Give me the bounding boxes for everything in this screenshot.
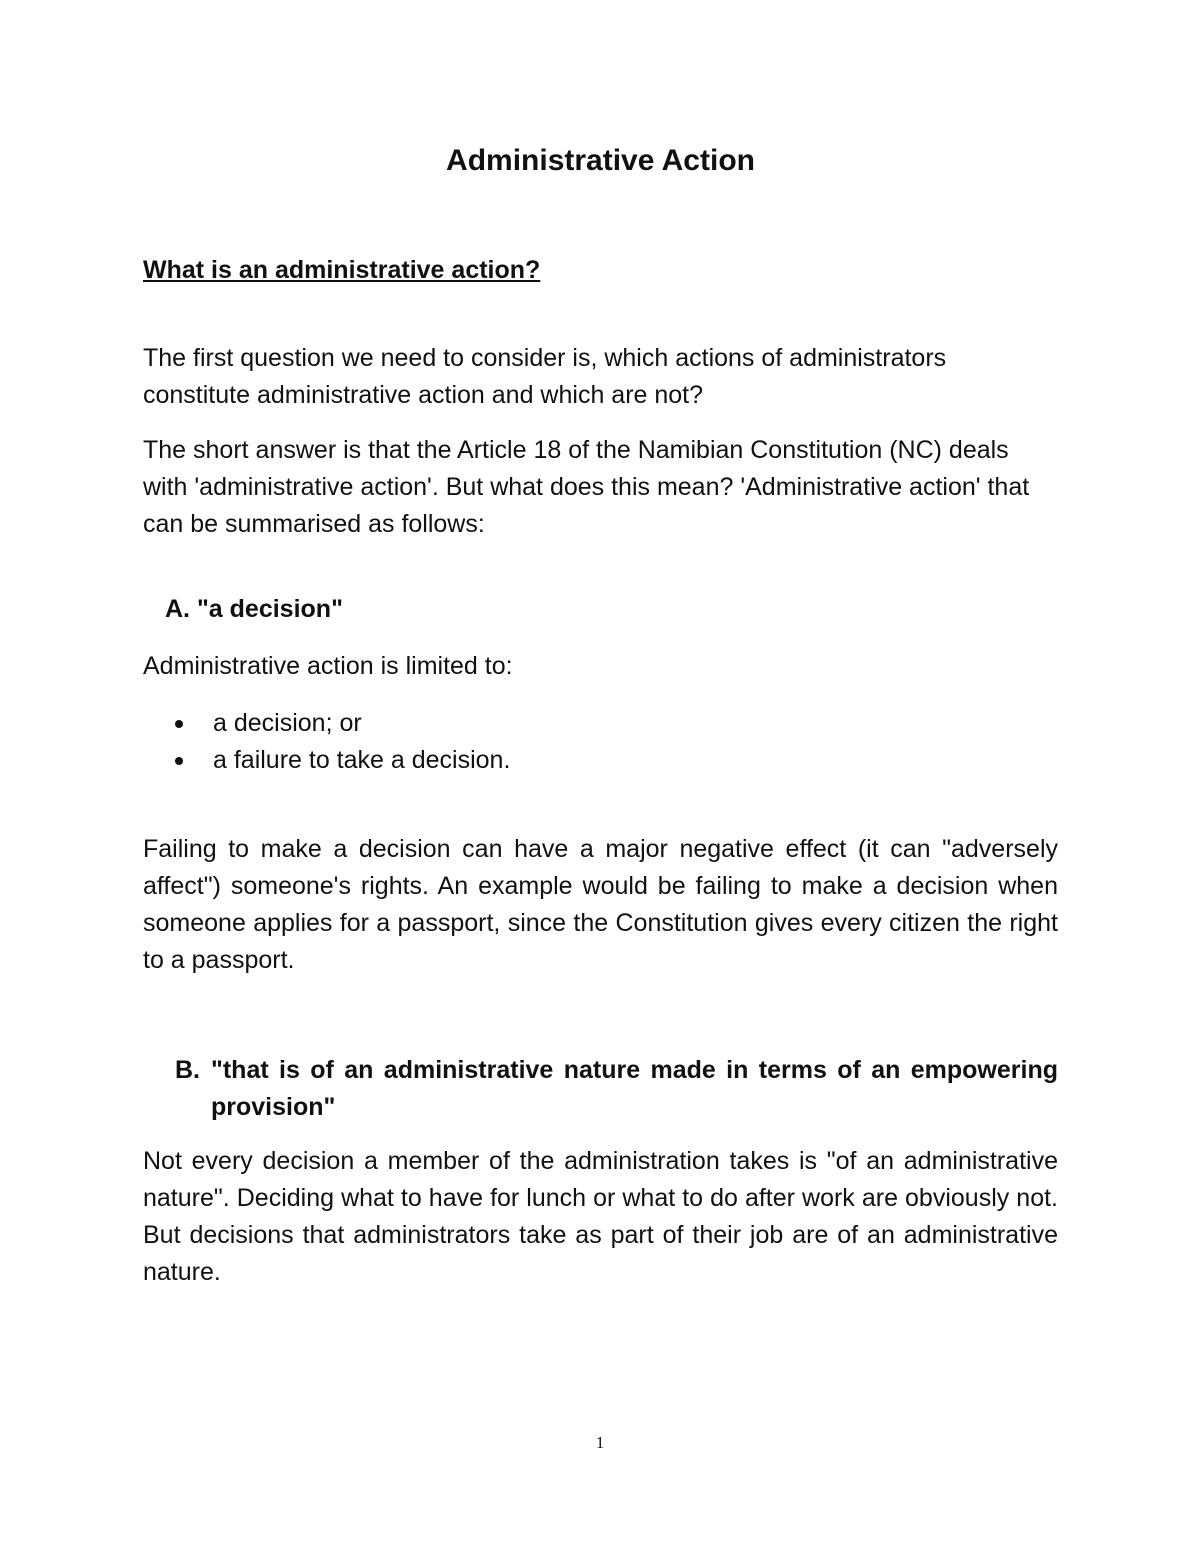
intro-paragraph-1: The first question we need to consider is, which actions of administrators constitute administrative action and which are not? xyxy=(143,344,947,409)
section-b-heading-text: "that is of an administrative nature made in terms of an empowering provision" xyxy=(211,1056,1058,1121)
bullet-icon xyxy=(175,720,183,728)
section-a-lead: Administrative action is limited to: xyxy=(143,652,513,680)
list-item xyxy=(143,705,1058,742)
list-item-text: a failure to take a decision. xyxy=(213,746,511,774)
section-a-heading: A. "a decision" xyxy=(165,595,343,623)
section-b-heading xyxy=(143,1052,1058,1126)
section-a-bullet-list xyxy=(143,705,1058,779)
list-item-text: a decision; or xyxy=(213,709,362,737)
bullet-icon xyxy=(175,757,183,765)
section-a-paragraph: Failing to make a decision can have a major negative effect (it can "adversely affect") someone's rights. An example would be failing to make a decision when someone applies for a passport, since the Constitution gives every citizen the right to a passport. xyxy=(143,835,1058,974)
document-title: Administrative Action xyxy=(446,144,755,177)
intro-paragraph-2: The short answer is that the Article 18 of the Namibian Constitution (NC) deals with 'administrative action'. But what does this mean? 'Administrative action' that can be summarised as follows: xyxy=(143,436,1030,538)
section-b-paragraph: Not every decision a member of the administration takes is "of an administrative nature". Deciding what to have for lunch or what to do after work are obviously not. But decisions that administrators take as part of their job are of an administrative nature. xyxy=(143,1147,1058,1286)
list-item xyxy=(143,742,1058,779)
section-b-marker: B. xyxy=(175,1056,200,1084)
section-heading: What is an administrative action? xyxy=(143,256,541,284)
page-number: 1 xyxy=(595,1433,605,1452)
